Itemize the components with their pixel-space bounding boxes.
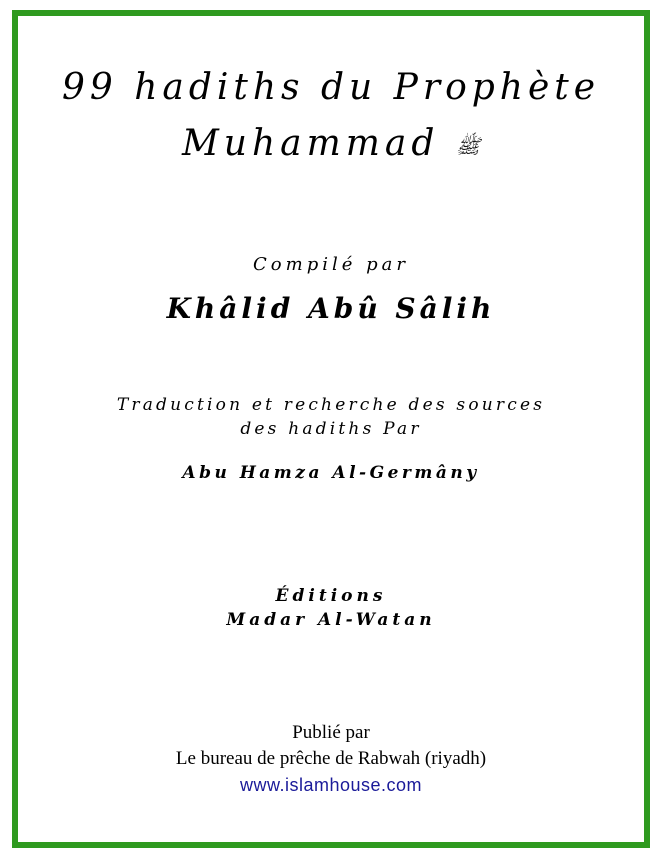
published-label: Publié par <box>292 722 370 743</box>
book-title <box>18 60 644 174</box>
website-link[interactable]: www.islamhouse.com <box>239 775 423 795</box>
honorific-symbol: ﷺ <box>455 134 481 158</box>
editions-publisher: Madar Al-Watan <box>226 610 436 630</box>
author-name: Khâlid Abû Sâlih <box>166 292 496 325</box>
book-cover <box>12 10 650 848</box>
title-line-2 <box>18 116 644 174</box>
publisher-office: Le bureau de prêche de Rabwah (riyadh) <box>175 748 487 769</box>
editions-label: Éditions <box>275 586 387 606</box>
editions-block <box>18 584 644 632</box>
translation-line-2: des hadiths Par <box>240 419 422 439</box>
publication-block <box>18 720 644 798</box>
translation-line-1: Traduction et recherche des sources <box>116 395 546 415</box>
title-name: Muhammad <box>181 123 440 164</box>
compiled-by-label: Compilé par <box>253 254 409 275</box>
translator-name: Abu Hamza Al-Germâny <box>182 463 480 483</box>
title-line-1: 99 hadiths du Prophète <box>61 67 601 108</box>
translation-credit <box>18 393 644 441</box>
